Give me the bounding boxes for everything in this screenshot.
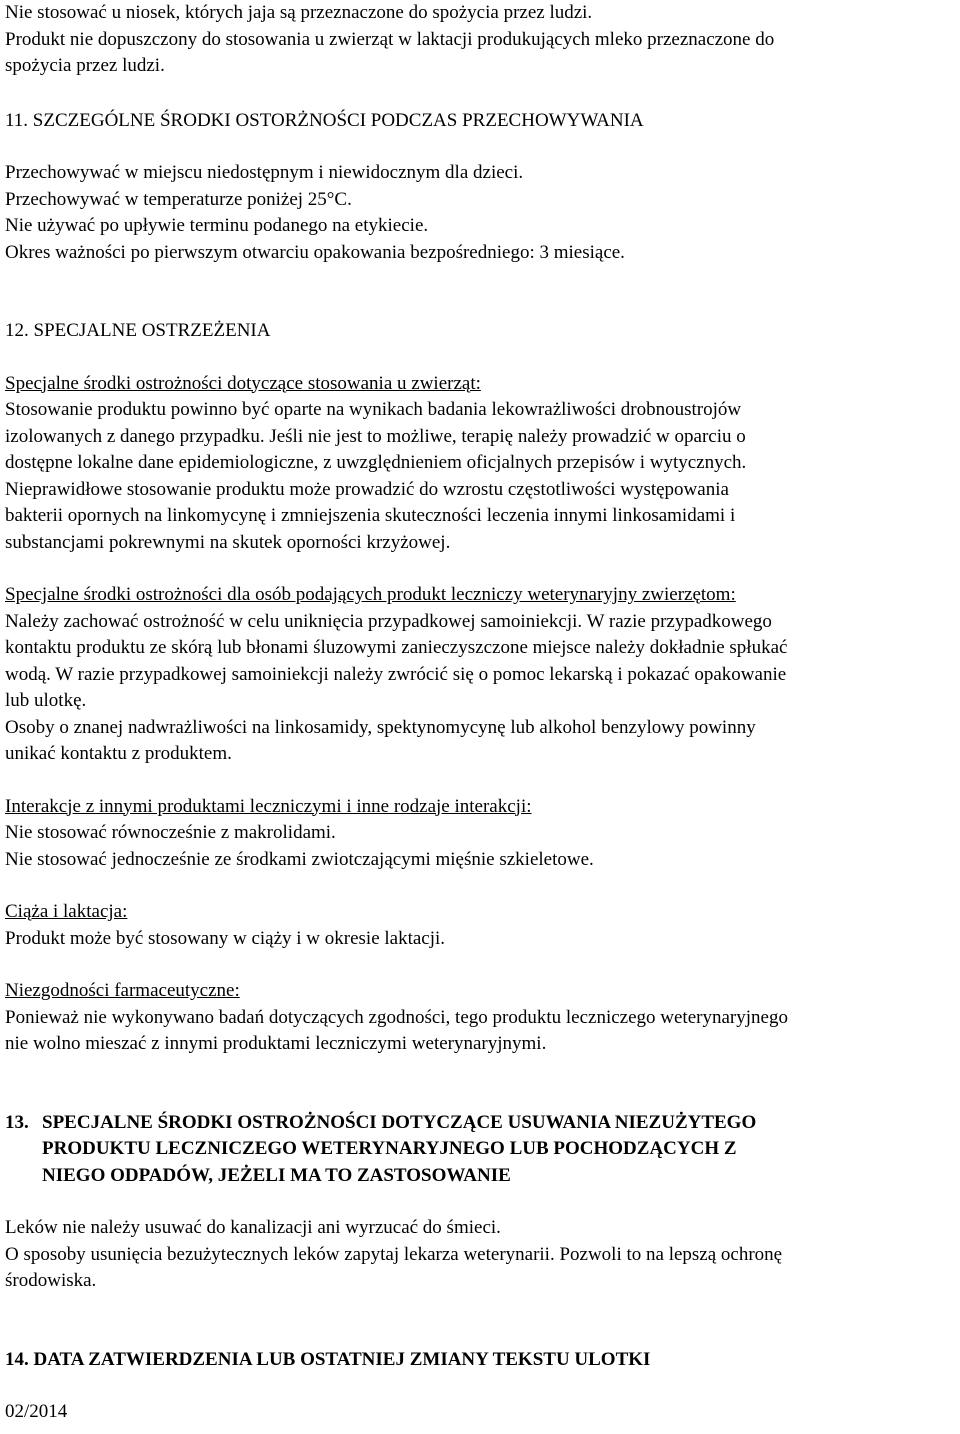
text-line: kontaktu produktu ze skórą lub błonami śluzowymi zanieczyszczone miejsce należy dokładnie spłukać [5, 637, 788, 658]
heading-line: NIEGO ODPADÓW, JEŻELI MA TO ZASTOSOWANIE [42, 1164, 511, 1186]
text-line: Nie używać po upływie terminu podanego na etykiecie. [5, 215, 429, 236]
approval-date: 02/2014 [5, 1401, 68, 1422]
section-11-heading: 11. SZCZEGÓLNE ŚRODKI OSTORŻNOŚCI PODCZAS PRZECHOWYWANIA [5, 109, 644, 131]
section-13-heading [5, 1110, 957, 1190]
text-line: Osoby o znanej nadwrażliwości na linkosamidy, spektynomycynę lub alkohol benzylowy powinny [5, 716, 756, 738]
text-line: bakterii opornych na linkomycynę i zmniejszenia skuteczności leczenia innymi linkosamidami i [5, 505, 736, 526]
text-line: Nie stosować u niosek, których jaja są przeznaczone do spożycia przez ludzi. [5, 2, 593, 23]
text-line: Nie stosować równocześnie z makrolidami. [5, 822, 336, 843]
text-line: środowiska. [5, 1270, 97, 1291]
subsection-title-incompatibilities: Niezgodności farmaceutyczne: [5, 980, 240, 1001]
text-line: wodą. W razie przypadkowej samoiniekcji należy zwrócić się o pomoc lekarską i pokazać opakowanie [5, 663, 787, 685]
subsection-title-persons: Specjalne środki ostrożności dla osób podających produkt leczniczy weterynaryjny zwierzętom: [5, 584, 736, 605]
section-12-heading: 12. SPECJALNE OSTRZEŻENIA [5, 320, 271, 341]
text-line: spożycia przez ludzi. [5, 55, 165, 76]
text-line: lub ulotkę. [5, 690, 87, 711]
text-line: O sposoby usunięcia bezużytecznych leków zapytaj lekarza weterynarii. Pozwoli to na lepszą ochronę [5, 1243, 783, 1265]
section-13 [5, 1110, 957, 1295]
heading-line: PRODUKTU LECZNICZEGO WETERYNARYJNEGO LUB POCHODZĄCYCH Z [42, 1138, 737, 1159]
section-14-heading: 14. DATA ZATWIERDZENIA LUB OSTATNIEJ ZMIANY TEKSTU ULOTKI [5, 1348, 651, 1370]
text-line: Stosowanie produktu powinno być oparte na wynikach badania lekowrażliwości drobnoustrojów [5, 399, 742, 420]
document-page [5, 0, 957, 1426]
section-11 [5, 108, 957, 267]
text-line: substancjami pokrewnymi na skutek oporności krzyżowej. [5, 531, 451, 553]
text-line: Produkt może być stosowany w ciąży i w okresie laktacji. [5, 927, 446, 949]
text-line: unikać kontaktu z produktem. [5, 743, 232, 764]
text-line: Okres ważności po pierwszym otwarciu opakowania bezpośredniego: 3 miesiące. [5, 241, 625, 263]
text-line: Nie stosować jednocześnie ze środkami zwiotczającymi mięśnie szkieletowe. [5, 848, 594, 870]
text-line: Przechowywać w temperaturze poniżej 25°C. [5, 188, 352, 210]
heading-line: SPECJALNE ŚRODKI OSTROŻNOŚCI DOTYCZĄCE USUWANIA NIEZUŻYTEGO [42, 1111, 757, 1133]
text-line: nie wolno mieszać z innymi produktami leczniczymi weterynaryjnymi. [5, 1033, 547, 1054]
section-12 [5, 318, 957, 1058]
subsection-title-animals: Specjalne środki ostrożności dotyczące stosowania u zwierząt: [5, 372, 481, 394]
intro-paragraph [5, 0, 957, 80]
text-line: izolowanych z danego przypadku. Jeśli nie jest to możliwe, terapię należy prowadzić w oparciu o [5, 425, 746, 447]
text-line: Leków nie należy usuwać do kanalizacji ani wyrzucać do śmieci. [5, 1217, 501, 1238]
subsection-title-pregnancy: Ciąża i laktacja: [5, 901, 128, 922]
text-line: Produkt nie dopuszczony do stosowania u zwierząt w laktacji produkujących mleko przeznaczone do [5, 28, 775, 50]
subsection-title-interactions: Interakcje z innymi produktami leczniczymi i inne rodzaje interakcji: [5, 795, 532, 817]
text-line: Ponieważ nie wykonywano badań dotyczących zgodności, tego produktu leczniczego weterynaryjnego [5, 1006, 788, 1028]
section-13-number: 13. [5, 1111, 29, 1133]
section-14 [5, 1347, 957, 1426]
text-line: Przechowywać w miejscu niedostępnym i niewidocznym dla dzieci. [5, 162, 524, 183]
text-line: dostępne lokalne dane epidemiologiczne, z uwzględnieniem oficjalnych przepisów i wytycznych. [5, 452, 747, 473]
text-line: Należy zachować ostrożność w celu uniknięcia przypadkowej samoiniekcji. W razie przypadkowego [5, 610, 772, 632]
text-line: Nieprawidłowe stosowanie produktu może prowadzić do wzrostu częstotliwości występowania [5, 478, 729, 500]
